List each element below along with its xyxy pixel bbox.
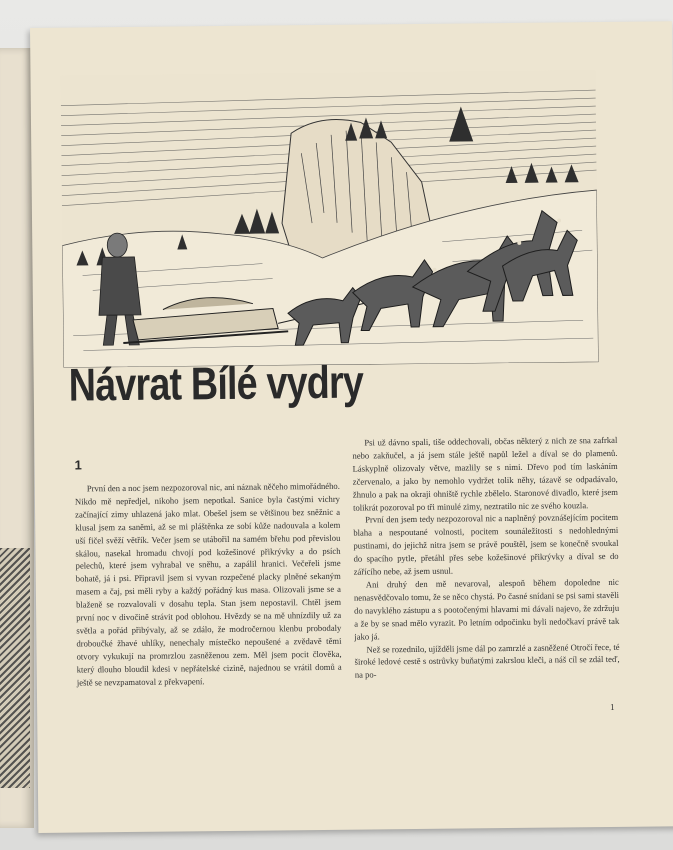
paragraph: První den jsem tedy nezpozoroval nic a naplněný povznášejícím pocitem blaha a nespoutané volnosti, pocitem sounáležitosti s nedohlednými pustinami, do jejichž nitra jsem se právě pouštěl, jsem se konečně svoukal do spacího pytle, přetáhl přes sebe kožešinové přikrývky a díval se do zářícího nebe, až jsem usnul. bbox=[353, 512, 619, 577]
page-number: 1 bbox=[610, 701, 615, 712]
sled-dog-illustration bbox=[61, 70, 599, 368]
previous-page-illustration-fragment bbox=[0, 548, 30, 788]
previous-page-edge bbox=[0, 48, 34, 828]
chapter-number: 1 bbox=[74, 457, 82, 473]
paragraph: První den a noc jsem nezpozoroval nic, ani náznak něčeho mimořádného. Nikdo mě nepředjel, nikoho jsem nepotkal. Sanice byla častými vichry začínající zimy uhlazená jako mlat. Obešel jsem se většinou bez sněžnic a klusal jsem za saněmi, až se mi pláštěnka ze sobí kůže nadouvala a kolem uší fičel svěží větřík. Večer jsem se utábořil na samém břehu pod převislou skálou, nasekal hromadu chvojí pod kožešinové přikrývky a do psích pelechů, které jsem vyhrabal ve sněhu, a zapálil hranici. Večeřeli jsme bohatě, já i psi. Připravil jsem si vyvan rozpečené placky plněné sekaným masem a čaj, psi měli ryby a každý pořádný kus masa. Olizovali jsme se a blaženě se rozvalovali v dosahu tepla. Stan jsem nepostavil. Chtěl jsem první noc v divočině strávit pod oblohou. Hvězdy se na mě uhnízdily už za světla a pořád přibývaly, až se zdálo, že modročernou klenbu probodaly droboučké žhavé uhlíky, nenechaly místečko nepoušené a zvědavě těmi otvory vykukují na promrzlou zasněženou zem. Měl jsem pocit člověka, který dlouho bloudil kdesi v nepřátelské cizině, najednou se vrátil domů a ještě se nevzpamatoval z překvapení. bbox=[74, 480, 342, 688]
magazine-page bbox=[30, 21, 673, 833]
paragraph: Ani druhý den mě nevaroval, alespoň během dopoledne nic nenasvědčovalo tomu, že se něco chystá. Po časné snídani se psi sami stavěli do navyklého zástupu a s pootočenými hlavami mi dávali najevo, že zdržuju a že by se snad mělo vyrazit. Po letním odpočinku byli nedočkaví právě tak jako já. bbox=[353, 576, 620, 642]
text-column-right bbox=[352, 434, 620, 682]
text-column-left bbox=[75, 480, 342, 689]
paragraph: Než se rozednilo, ujížděli jsme dál po zamrzlé a zasněžené Otročí řece, té široké ledové cestě s ostrůvky buňatými zakrslou kleči, a náš cíl se zdál teď, na po- bbox=[354, 641, 620, 680]
article-title: Návrat Bílé vydry bbox=[68, 355, 364, 411]
paragraph: Psi už dávno spali, tiše oddechovali, občas některý z nich ze sna zafrkal nebo zakňučel, a já jsem stále ještě napůl ležel a díval se do plamenů. Láskyplně olizovaly větve, mazlily se s nimi. Dřevo pod tím laskáním zčervenalo, a jako by nemohlo vydržet tolik něhy, tázavě se odpadávalo, žhnulo a pak na okraji ohniště rychle zbělelo. Staronové divadlo, které jsem tolikrát pozoroval po tři minulé zimy, neztratilo nic ze svého kouzla. bbox=[352, 434, 618, 513]
